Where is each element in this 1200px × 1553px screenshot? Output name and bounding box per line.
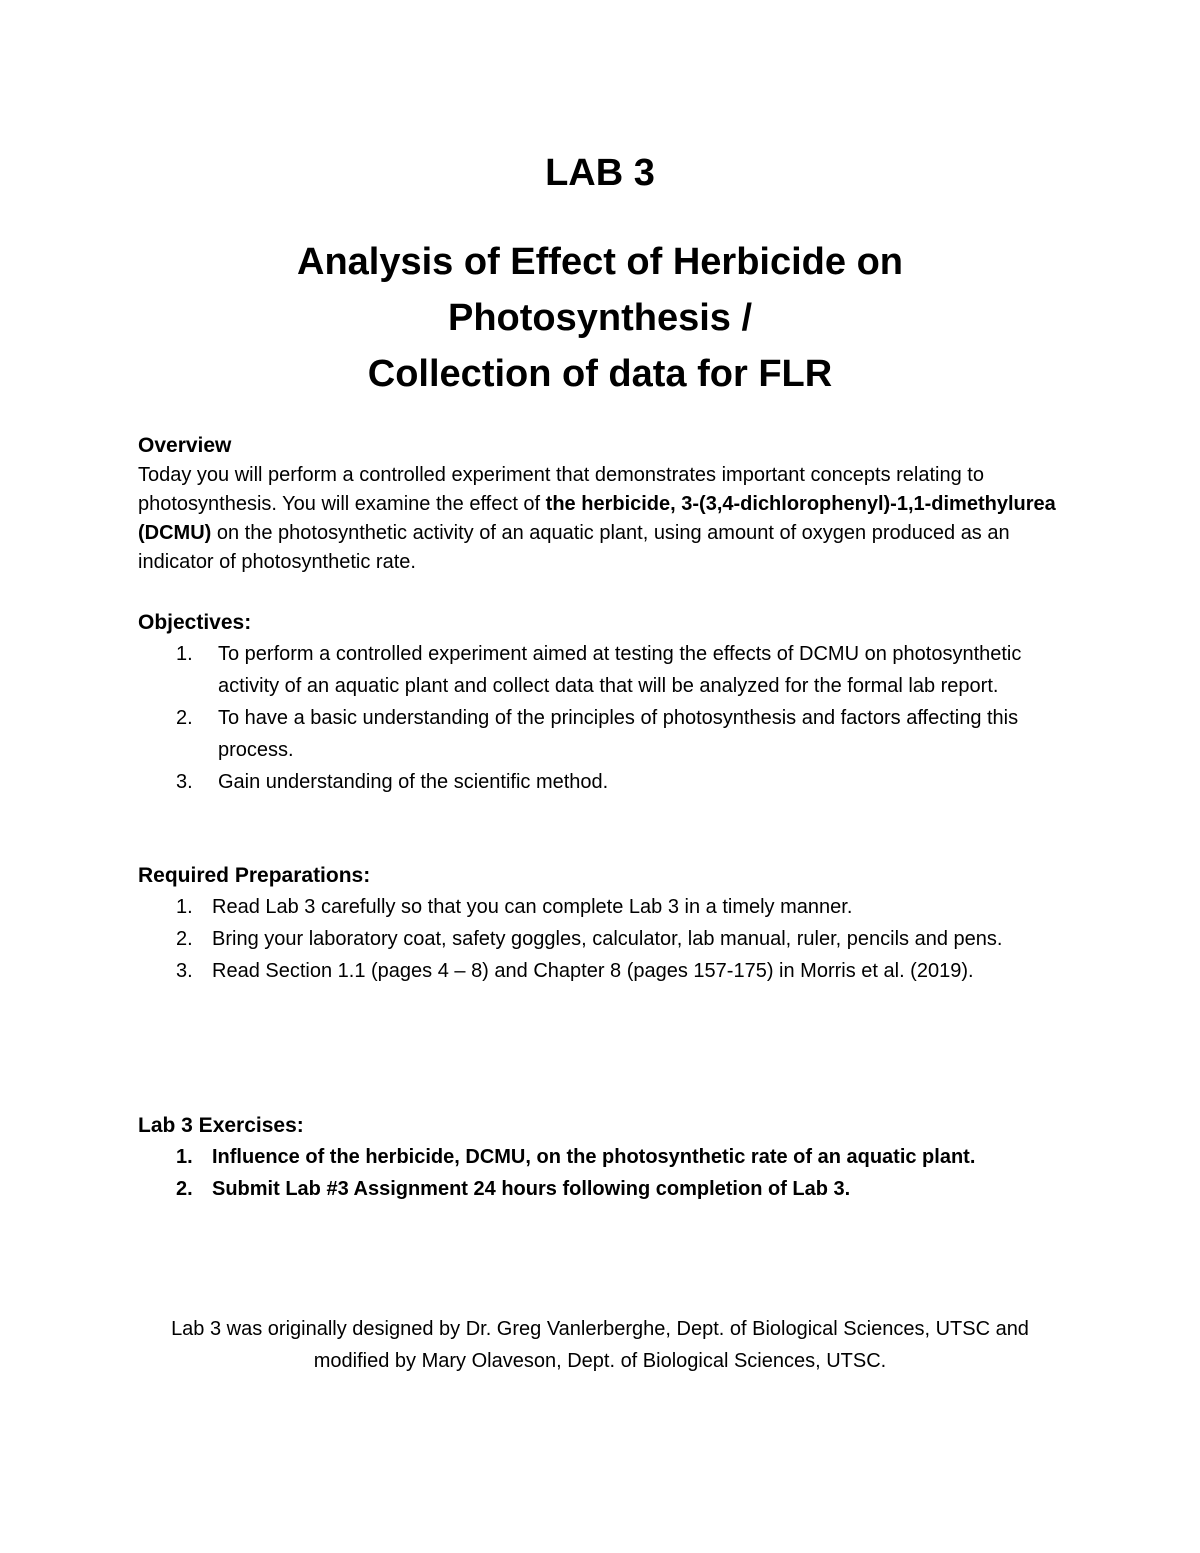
list-item-number: 2. [176, 928, 193, 950]
list-item-text: Influence of the herbicide, DCMU, on the photosynthetic rate of an aquatic plant. [212, 1146, 976, 1168]
overview-paragraph [138, 461, 1068, 577]
preparations-list [138, 891, 1068, 987]
objectives-section [138, 608, 1068, 798]
list-item [138, 891, 1068, 923]
list-item-number: 1. [176, 1146, 193, 1168]
overview-section [138, 431, 1068, 577]
exercises-heading: Lab 3 Exercises: [138, 1114, 304, 1137]
overview-text-bold: the herbicide, 3-(3,4-dichlorophenyl)-1,1-dimethylurea (DCMU) [138, 493, 1056, 544]
lab-number-heading: LAB 3 [545, 152, 655, 194]
credits-line-2: modified by Mary Olaveson, Dept. of Biological Sciences, UTSC. [313, 1350, 887, 1372]
preparations-heading: Required Preparations: [138, 864, 371, 887]
list-item [138, 955, 1068, 987]
objectives-heading: Objectives: [138, 611, 252, 634]
overview-text-start: Today you will perform a controlled experiment that demonstrates important concepts relating to photosynthesis. You will examine the effect of [138, 464, 984, 515]
overview-heading: Overview [138, 434, 232, 457]
credits-note [0, 1313, 1200, 1377]
list-item-text: Read Lab 3 carefully so that you can complete Lab 3 in a timely manner. [212, 896, 853, 918]
objectives-list [138, 638, 1068, 798]
list-item-text: Bring your laboratory coat, safety goggles, calculator, lab manual, ruler, pencils and pens. [212, 928, 1003, 950]
preparations-section [138, 861, 1068, 987]
list-item-number: 1. [176, 643, 193, 665]
title-line-3: Collection of data for FLR [367, 353, 833, 395]
list-item-text: To perform a controlled experiment aimed at testing the effects of DCMU on photosynthetic activity of an aquatic plant and collect data that will be analyzed for the formal lab report. [218, 643, 1022, 697]
list-item-number: 1. [176, 896, 193, 918]
list-item-number: 2. [176, 707, 193, 729]
list-item [138, 1173, 1068, 1205]
list-item-text: To have a basic understanding of the principles of photosynthesis and factors affecting this process. [218, 707, 1019, 761]
list-item [138, 638, 1068, 702]
credits-line-1: Lab 3 was originally designed by Dr. Greg Vanlerberghe, Dept. of Biological Sciences, UTSC and [171, 1318, 1029, 1340]
list-item-text: Read Section 1.1 (pages 4 – 8) and Chapter 8 (pages 157-175) in Morris et al. (2019). [212, 960, 974, 982]
exercises-section [138, 1111, 1068, 1205]
exercises-list [138, 1141, 1068, 1205]
list-item [138, 702, 1068, 766]
list-item-text: Submit Lab #3 Assignment 24 hours following completion of Lab 3. [212, 1178, 851, 1200]
list-item-number: 3. [176, 771, 193, 793]
list-item-number: 3. [176, 960, 193, 982]
page-title [0, 234, 1200, 402]
list-item-number: 2. [176, 1178, 193, 1200]
title-line-1: Analysis of Effect of Herbicide on [297, 241, 903, 283]
overview-text-end: on the photosynthetic activity of an aquatic plant, using amount of oxygen produced as an indicator of photosynthetic rate. [138, 522, 1010, 573]
title-line-2: Photosynthesis / [447, 297, 753, 339]
list-item [138, 1141, 1068, 1173]
list-item [138, 766, 1068, 798]
list-item [138, 923, 1068, 955]
list-item-text: Gain understanding of the scientific method. [218, 771, 609, 793]
